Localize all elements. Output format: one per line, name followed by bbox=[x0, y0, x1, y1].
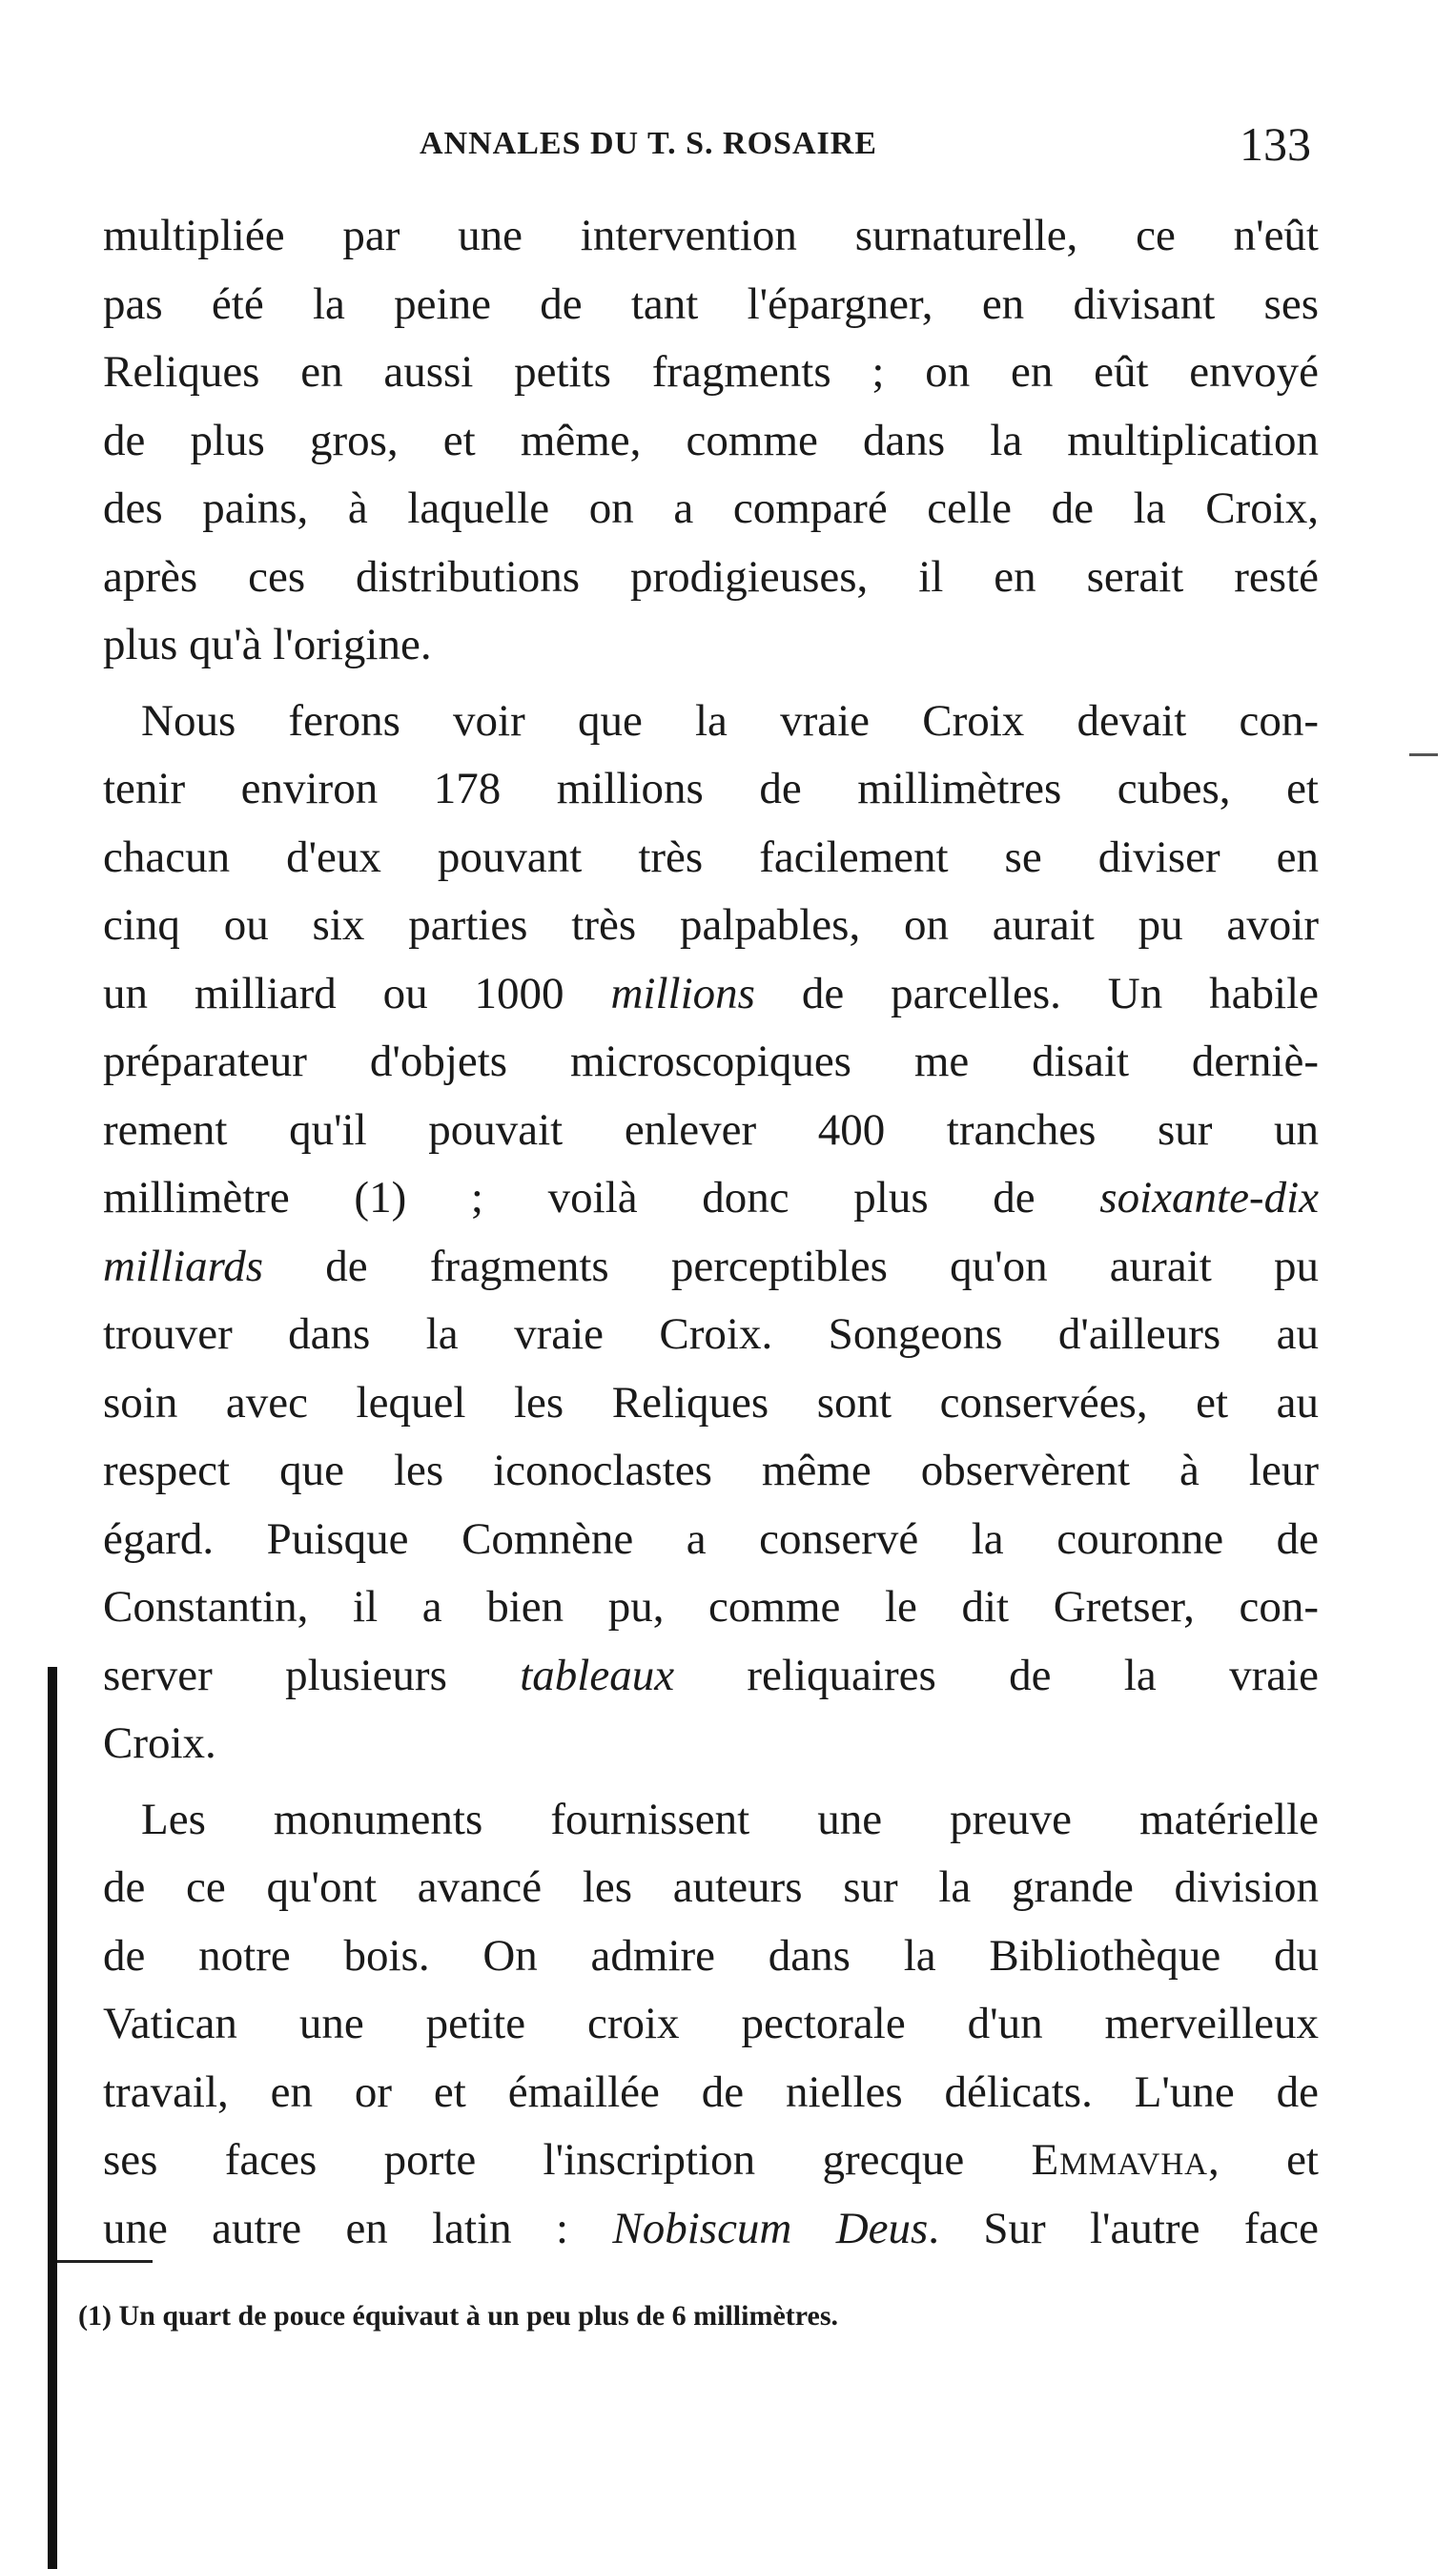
text-line: Nous ferons voir que la vraie Croix devait con- bbox=[141, 695, 1319, 746]
page-number: 133 bbox=[1240, 117, 1311, 171]
text-line: multipliée par une intervention surnaturelle, ce n'eût bbox=[103, 211, 1319, 260]
text-line: server plusieurs tableaux reliquaires de la vraie bbox=[103, 1650, 1319, 1700]
text-line: respect que les iconoclastes même observèrent à leur bbox=[103, 1446, 1319, 1495]
text-line: préparateur d'objets microscopiques me disait derniè- bbox=[103, 1037, 1319, 1086]
text-line: plus qu'à l'origine. bbox=[103, 620, 432, 669]
paragraph bbox=[103, 688, 1319, 1778]
text-line: égard. Puisque Comnène a conservé la couronne de bbox=[103, 1513, 1319, 1564]
text-line: rement qu'il pouvait enlever 400 tranches sur un bbox=[103, 1104, 1319, 1155]
text-line: Croix. bbox=[103, 1718, 216, 1768]
text-line: Reliques en aussi petits fragments ; on en eût envoyé bbox=[103, 347, 1319, 397]
paragraph bbox=[103, 1786, 1319, 2264]
text-line: chacun d'eux pouvant très facilement se diviser en bbox=[103, 832, 1319, 882]
text-line: après ces distributions prodigieuses, il en serait resté bbox=[103, 551, 1319, 602]
margin-mark bbox=[57, 2260, 153, 2263]
text-line: tenir environ 178 millions de millimètres cubes, et bbox=[103, 764, 1319, 813]
text-line: un milliard ou 1000 millions de parcelles. Un habile bbox=[103, 968, 1319, 1018]
text-line: de notre bois. On admire dans la Bibliothèque du bbox=[103, 1930, 1319, 1981]
text-line: milliards de fragments perceptibles qu'on aurait pu bbox=[103, 1241, 1319, 1291]
text-line: travail, en or et émaillée de nielles délicats. L'une de bbox=[103, 2066, 1319, 2117]
running-title: ANNALES DU T. S. ROSAIRE bbox=[420, 126, 877, 161]
text-line: Constantin, il a bien pu, comme le dit Gretser, con- bbox=[103, 1582, 1319, 1632]
text-line: pas été la peine de tant l'épargner, en divisant ses bbox=[103, 278, 1319, 329]
text-line: millimètre (1) ; voilà donc plus de soixante-dix bbox=[103, 1173, 1319, 1223]
text-line: Vatican une petite croix pectorale d'un merveilleux bbox=[103, 1999, 1319, 2048]
text-line: soin avec lequel les Reliques sont conservées, et au bbox=[103, 1377, 1319, 1428]
binding-shadow bbox=[48, 1667, 57, 2569]
text-line: Les monuments fournissent une preuve matérielle bbox=[141, 1794, 1319, 1844]
page-header bbox=[0, 116, 1456, 183]
footnote: (1) Un quart de pouce équivaut à un peu plus de 6 millimètres. bbox=[78, 2300, 839, 2332]
text-line: trouver dans la vraie Croix. Songeons d'ailleurs au bbox=[103, 1309, 1319, 1359]
text-line: une autre en latin : Nobiscum Deus. Sur l'autre face bbox=[103, 2203, 1320, 2253]
margin-mark bbox=[1409, 753, 1438, 756]
body-text bbox=[103, 202, 1319, 2263]
text-line: de ce qu'ont avancé les auteurs sur la grande division bbox=[103, 1862, 1319, 1912]
text-line: des pains, à laquelle on a comparé celle de la Croix, bbox=[103, 483, 1319, 533]
text-line: cinq ou six parties très palpables, on aurait pu avoir bbox=[103, 900, 1319, 950]
text-line: ses faces porte l'inscription grecque Emmavha, et bbox=[103, 2135, 1319, 2185]
text-line: de plus gros, et même, comme dans la multiplication bbox=[103, 415, 1319, 465]
paragraph bbox=[103, 202, 1319, 680]
